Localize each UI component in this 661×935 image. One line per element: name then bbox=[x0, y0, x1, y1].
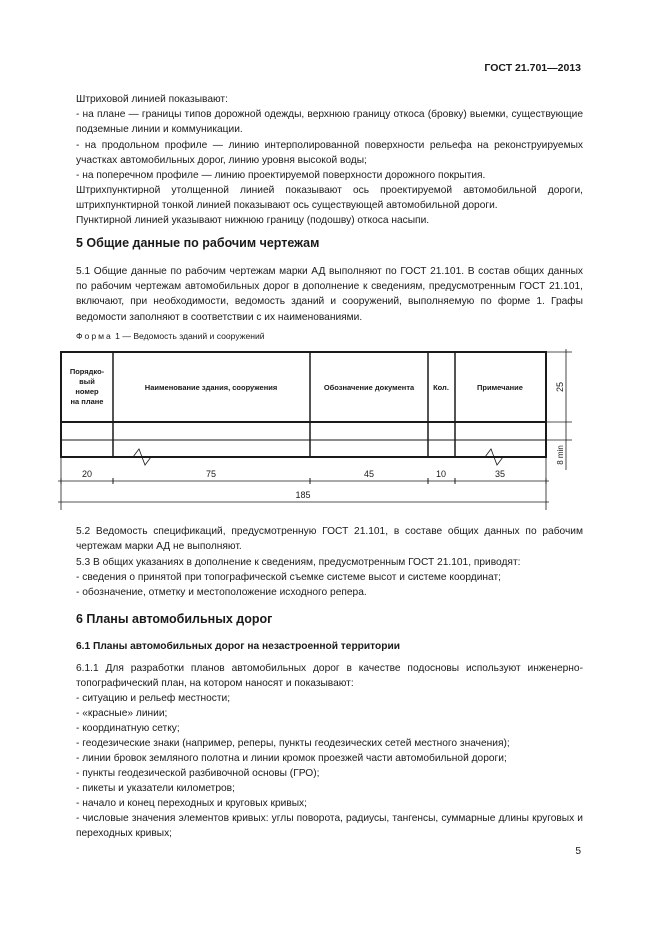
header-cell-document: Обозначение документа bbox=[323, 383, 415, 392]
row-height-dim: 8 min bbox=[556, 445, 565, 465]
list-item: - линии бровок земляного полотна и линии кромок проезжей части автомобильной дороги; bbox=[76, 753, 507, 764]
paragraph-6-1-1: 6.1.1 Для разработки планов автомобильных дорог в качестве подосновы используют инженерно-топографический план, на котором наносят и показывают: bbox=[76, 663, 583, 690]
dashed-item-1: - на плане — границы типов дорожной одежды, верхнюю границу откоса (бровку) выемки, существующие подземные линии и коммуникации. bbox=[76, 109, 583, 136]
list-item: - геодезические знаки (например, реперы, пункты геодезических сетей местного значения); bbox=[76, 738, 510, 749]
width-col-5: 35 bbox=[494, 469, 506, 479]
dashed-title: Штриховой линией показывают: bbox=[76, 94, 228, 105]
dashed-item-2: - на продольном профиле — линию интерполированной поверхности рельефа на реконструируемых участках автомобильных дорог, линию уровня высокой воды; bbox=[76, 140, 583, 167]
page-number: 5 bbox=[575, 846, 581, 857]
section-6-title: 6 Планы автомобильных дорог bbox=[76, 612, 273, 626]
header-cell-name: Наименование здания, сооружения bbox=[144, 383, 278, 392]
list-item: - числовые значения элементов кривых: углы поворота, радиусы, тангенсы, суммарные длины круговых и переходных кривых; bbox=[76, 813, 583, 840]
dashed-item-3: - на поперечном профиле — линию проектируемой поверхности дорожного покрытия. bbox=[76, 170, 486, 181]
dotted-paragraph: Пунктирной линией указывают нижнюю границу (подошву) откоса насыпи. bbox=[76, 215, 430, 226]
width-col-2: 75 bbox=[205, 469, 217, 479]
header-cell-number-line1: Порядко- bbox=[69, 367, 105, 376]
list-item: - обозначение, отметку и местоположение исходного репера. bbox=[76, 587, 367, 598]
list-item: - пункты геодезической разбивочной основы (ГРО); bbox=[76, 768, 320, 779]
dashdot-paragraph: Штрихпунктирной утолщенной линией показывают ось проектируемой автомобильной дороги, штрихпунктирной тонкой линией показывают ось существующей автомобильной дороги. bbox=[76, 185, 583, 212]
document-code: ГОСТ 21.701—2013 bbox=[484, 62, 581, 74]
width-col-4: 10 bbox=[435, 469, 447, 479]
header-cell-quantity: Кол. bbox=[433, 383, 449, 392]
list-item: - пикеты и указатели километров; bbox=[76, 783, 235, 794]
header-cell-number-line4: на плане bbox=[70, 397, 104, 406]
width-col-3: 45 bbox=[363, 469, 375, 479]
list-item: - «красные» линии; bbox=[76, 708, 168, 719]
list-item: - начало и конец переходных и круговых кривых; bbox=[76, 798, 307, 809]
header-height-dim: 25 bbox=[555, 381, 565, 393]
section-5-title: 5 Общие данные по рабочим чертежам bbox=[76, 236, 320, 250]
header-cell-note: Примечание bbox=[477, 383, 523, 392]
paragraph-5-1: 5.1 Общие данные по рабочим чертежам марки АД выполняют по ГОСТ 21.101. В состав общих данных по рабочим чертежам автомобильных дорог в дополнение к сведениям, предусмотренным ГОСТ 21.101, включают, при необходимости, ведомость зданий и сооружений, выполняемую по форме 1. Графы ведомости заполняют в соответствии с их наименованиями. bbox=[76, 266, 583, 323]
total-width: 185 bbox=[295, 490, 311, 500]
list-item: - координатную сетку; bbox=[76, 723, 180, 734]
header-cell-number-line3: номер bbox=[75, 387, 99, 396]
list-item: - сведения о принятой при топографической съемке системе высот и системе координат; bbox=[76, 572, 501, 583]
width-col-1: 20 bbox=[81, 469, 93, 479]
subsection-6-1-title: 6.1 Планы автомобильных дорог на незастроенной территории bbox=[76, 641, 400, 652]
header-cell-number-line2: вый bbox=[79, 377, 95, 386]
list-item: - ситуацию и рельеф местности; bbox=[76, 693, 231, 704]
form-caption-rest: 1 — Ведомость зданий и сооружений bbox=[115, 331, 265, 341]
form-caption-word: Форма bbox=[76, 331, 113, 341]
paragraph-5-2: 5.2 Ведомость спецификаций, предусмотренную ГОСТ 21.101, в составе общих данных по рабочим чертежам марки АД не выполняют. bbox=[76, 526, 583, 553]
paragraph-5-3: 5.3 В общих указаниях в дополнение к сведениям, предусмотренным ГОСТ 21.101, приводят: bbox=[76, 557, 521, 568]
